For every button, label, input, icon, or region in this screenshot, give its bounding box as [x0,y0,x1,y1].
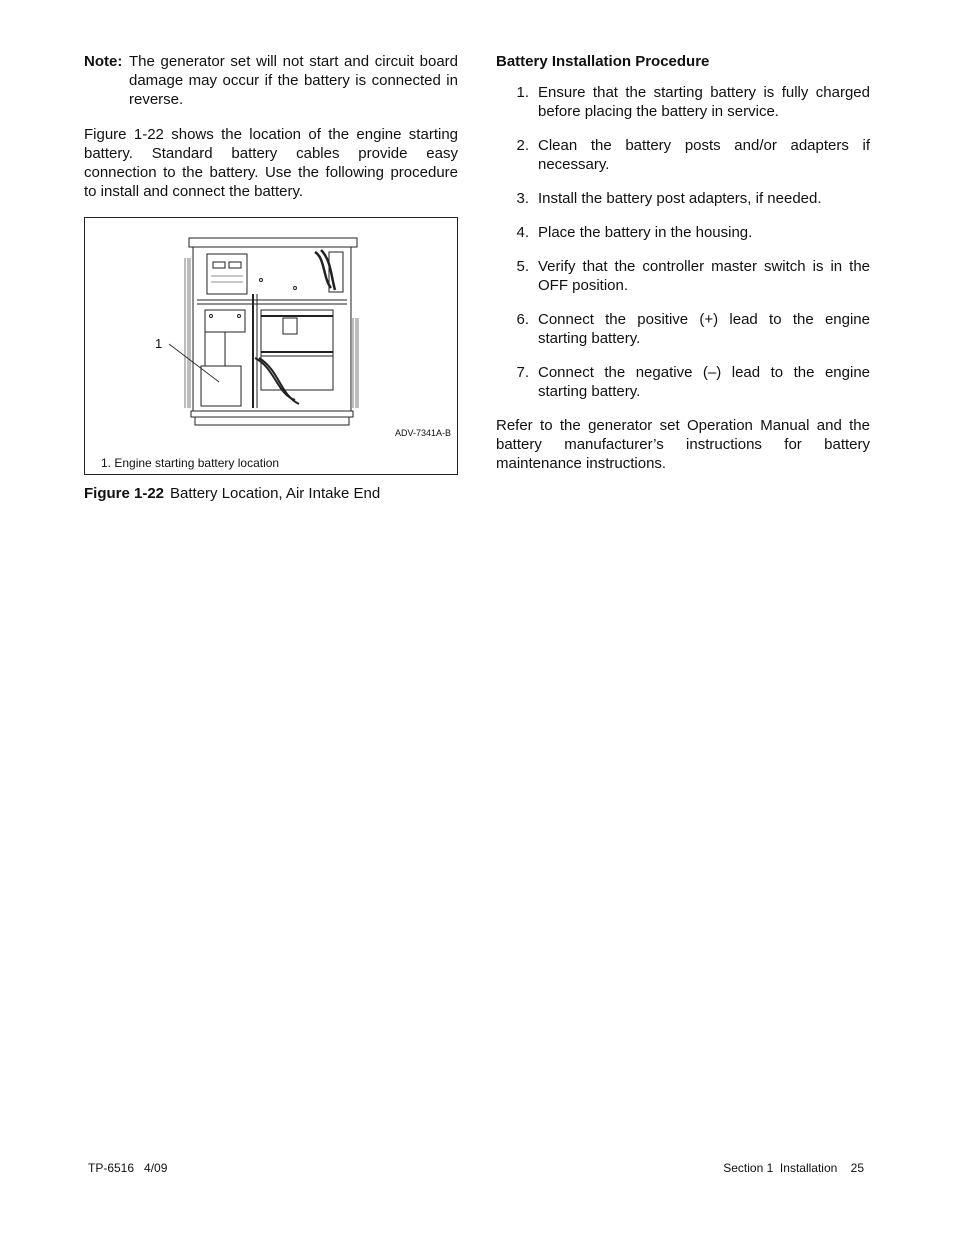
step-number: 7. [516,364,529,381]
procedure-step [496,257,870,295]
procedure-title: Battery Installation Procedure [496,53,710,70]
figure-legend: 1. Engine starting battery location [101,456,280,470]
step-text: Ensure that the starting battery is fully charged before placing the battery in service. [538,84,870,120]
procedure-step [496,363,870,401]
procedure-steps [496,83,870,401]
note-block [84,52,458,109]
right-column [496,52,870,473]
footer-section-page: Section 1 Installation 25 [723,1161,864,1175]
drawing-code: ADV-7341A-B [394,428,451,438]
step-text: Install the battery post adapters, if needed. [538,190,822,207]
closing-paragraph: Refer to the generator set Operation Manual and the battery manufacturer’s instructions for battery maintenance instructions. [496,417,870,472]
note-text: The generator set will not start and circuit board damage may occur if the battery is connected in reverse. [129,53,458,108]
intro-paragraph: Figure 1-22 shows the location of the engine starting battery. Standard battery cables provide easy connection to the battery. Use the following procedure to install and connect the battery. [84,126,458,200]
step-text: Verify that the controller master switch is in the OFF position. [538,258,870,294]
step-number: 1. [516,84,529,101]
step-number: 3. [516,190,529,207]
step-text: Connect the positive (+) lead to the engine starting battery. [538,311,870,347]
procedure-step [496,136,870,174]
step-text: Place the battery in the housing. [538,224,753,241]
procedure-step [496,223,870,242]
figure-caption-text: Battery Location, Air Intake End [170,485,381,502]
note-label: Note: [84,53,123,70]
step-text: Connect the negative (–) lead to the engine starting battery. [538,364,870,400]
procedure-step [496,83,870,121]
figure-caption-label: Figure 1-22 [84,485,165,502]
procedure-step [496,189,870,208]
procedure-step [496,310,870,348]
step-number: 4. [516,224,529,241]
step-text: Clean the battery posts and/or adapters if necessary. [538,137,870,173]
left-column [84,52,458,201]
figure-box [84,217,458,475]
step-number: 5. [516,258,529,275]
figure-caption [84,485,380,502]
step-number: 6. [516,311,529,328]
callout-number: 1 [155,336,163,351]
footer-doc-id: TP-6516 4/09 [88,1161,168,1175]
step-number: 2. [516,137,529,154]
